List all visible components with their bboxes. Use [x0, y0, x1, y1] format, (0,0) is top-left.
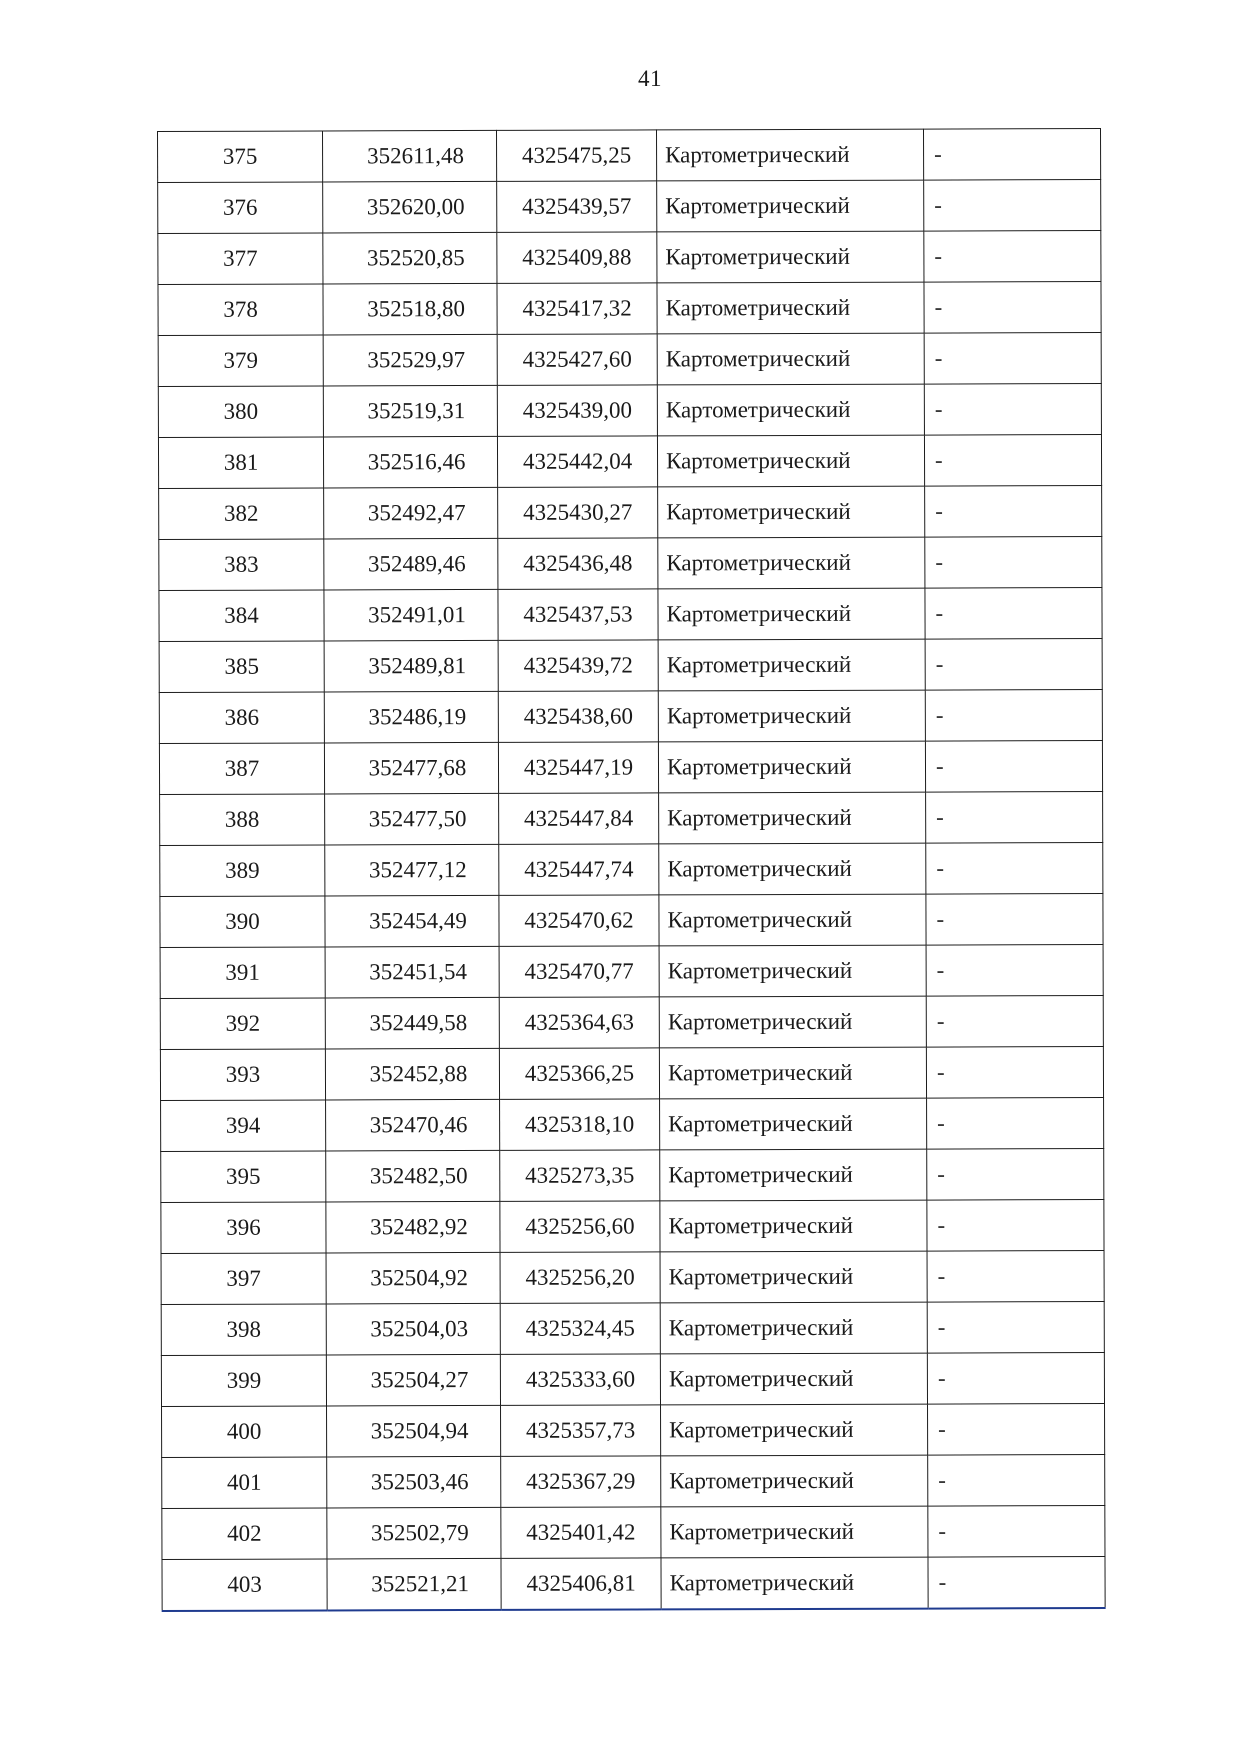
table-row	[162, 1506, 1105, 1560]
x-coordinate: 352504,94	[327, 1405, 501, 1457]
x-coordinate: 352521,21	[327, 1558, 501, 1610]
point-number: 399	[161, 1355, 326, 1407]
determination-method: Картометрический	[659, 945, 926, 997]
table-row	[161, 1353, 1104, 1407]
table-row	[158, 435, 1101, 489]
accuracy-value: -	[925, 690, 1102, 742]
accuracy-value: -	[927, 1353, 1104, 1405]
determination-method: Картометрический	[657, 384, 924, 436]
table-row	[161, 1149, 1104, 1203]
point-number: 391	[160, 947, 325, 999]
table-row	[158, 384, 1101, 438]
y-coordinate: 4325366,25	[499, 1048, 659, 1100]
y-coordinate: 4325475,25	[496, 130, 656, 182]
y-coordinate: 4325437,53	[498, 589, 658, 641]
point-number: 376	[158, 182, 323, 234]
point-number: 386	[159, 692, 324, 744]
accuracy-value: -	[927, 1098, 1104, 1150]
table-row	[159, 588, 1102, 642]
x-coordinate: 352529,97	[323, 334, 497, 386]
x-coordinate: 352491,01	[324, 589, 498, 641]
x-coordinate: 352520,85	[323, 232, 497, 284]
y-coordinate: 4325439,57	[497, 181, 657, 233]
accuracy-value: -	[925, 741, 1102, 793]
accuracy-value: -	[926, 894, 1103, 946]
point-number: 394	[161, 1100, 326, 1152]
determination-method: Картометрический	[659, 792, 926, 844]
y-coordinate: 4325333,60	[500, 1354, 660, 1406]
accuracy-value: -	[926, 996, 1103, 1048]
point-number: 402	[162, 1508, 327, 1560]
point-number: 385	[159, 641, 324, 693]
y-coordinate: 4325447,74	[499, 844, 659, 896]
determination-method: Картометрический	[661, 1455, 928, 1507]
table-row	[159, 690, 1102, 744]
determination-method: Картометрический	[660, 1251, 927, 1303]
x-coordinate: 352504,03	[326, 1303, 500, 1355]
y-coordinate: 4325401,42	[501, 1507, 661, 1559]
point-number: 381	[158, 437, 323, 489]
y-coordinate: 4325438,60	[498, 691, 658, 743]
accuracy-value: -	[927, 1200, 1104, 1252]
accuracy-value: -	[926, 1047, 1103, 1099]
determination-method: Картометрический	[658, 639, 925, 691]
table-row	[158, 129, 1101, 183]
y-coordinate: 4325367,29	[501, 1456, 661, 1508]
point-number: 401	[162, 1457, 327, 1509]
accuracy-value: -	[928, 1557, 1105, 1609]
x-coordinate: 352454,49	[325, 895, 499, 947]
point-number: 389	[160, 845, 325, 897]
point-number: 403	[162, 1559, 327, 1611]
y-coordinate: 4325436,48	[498, 538, 658, 590]
y-coordinate: 4325430,27	[498, 487, 658, 539]
point-number: 387	[159, 743, 324, 795]
y-coordinate: 4325318,10	[500, 1099, 660, 1151]
accuracy-value: -	[927, 1149, 1104, 1201]
determination-method: Картометрический	[661, 1506, 928, 1558]
determination-method: Картометрический	[660, 1098, 927, 1150]
determination-method: Картометрический	[660, 1302, 927, 1354]
table-row	[161, 1302, 1104, 1356]
determination-method: Картометрический	[657, 282, 924, 334]
accuracy-value: -	[926, 843, 1103, 895]
point-number: 400	[162, 1406, 327, 1458]
table-row	[159, 639, 1102, 693]
table-row	[158, 231, 1101, 285]
y-coordinate: 4325470,77	[499, 946, 659, 998]
determination-method: Картометрический	[658, 588, 925, 640]
table-row	[159, 486, 1102, 540]
point-number: 396	[161, 1202, 326, 1254]
point-number: 398	[161, 1304, 326, 1356]
accuracy-value: -	[926, 792, 1103, 844]
table-row	[158, 333, 1101, 387]
x-coordinate: 352519,31	[323, 385, 497, 437]
determination-method: Картометрический	[656, 129, 923, 181]
page-number: 41	[638, 66, 662, 91]
y-coordinate: 4325273,35	[500, 1150, 660, 1202]
point-number: 379	[158, 335, 323, 387]
table-row	[160, 843, 1103, 897]
y-coordinate: 4325442,04	[497, 436, 657, 488]
x-coordinate: 352489,81	[324, 640, 498, 692]
table-row	[162, 1404, 1105, 1458]
y-coordinate: 4325427,60	[497, 334, 657, 386]
determination-method: Картометрический	[659, 1047, 926, 1099]
coordinates-table	[157, 128, 1106, 1612]
y-coordinate: 4325439,00	[497, 385, 657, 437]
x-coordinate: 352504,27	[326, 1354, 500, 1406]
y-coordinate: 4325256,20	[500, 1252, 660, 1304]
x-coordinate: 352620,00	[323, 181, 497, 233]
accuracy-value: -	[926, 945, 1103, 997]
point-number: 384	[159, 590, 324, 642]
table-row	[158, 282, 1101, 336]
y-coordinate: 4325256,60	[500, 1201, 660, 1253]
accuracy-value: -	[928, 1506, 1105, 1558]
point-number: 377	[158, 233, 323, 285]
table-row	[160, 894, 1103, 948]
accuracy-value: -	[928, 1404, 1105, 1456]
table-row	[161, 1098, 1104, 1152]
accuracy-value: -	[924, 333, 1101, 385]
determination-method: Картометрический	[661, 1557, 928, 1609]
table-row	[160, 945, 1103, 999]
table-row	[160, 996, 1103, 1050]
y-coordinate: 4325409,88	[497, 232, 657, 284]
accuracy-value: -	[924, 180, 1101, 232]
determination-method: Картометрический	[658, 486, 925, 538]
table-row	[161, 1251, 1104, 1305]
x-coordinate: 352489,46	[324, 538, 498, 590]
determination-method: Картометрический	[657, 180, 924, 232]
y-coordinate: 4325439,72	[498, 640, 658, 692]
point-number: 375	[158, 131, 323, 183]
accuracy-value: -	[924, 435, 1101, 487]
determination-method: Картометрический	[659, 843, 926, 895]
point-number: 380	[158, 386, 323, 438]
accuracy-value: -	[925, 639, 1102, 691]
point-number: 397	[161, 1253, 326, 1305]
y-coordinate: 4325417,32	[497, 283, 657, 335]
x-coordinate: 352477,50	[325, 793, 499, 845]
y-coordinate: 4325447,84	[499, 793, 659, 845]
x-coordinate: 352451,54	[325, 946, 499, 998]
point-number: 388	[160, 794, 325, 846]
point-number: 393	[160, 1049, 325, 1101]
y-coordinate: 4325406,81	[501, 1558, 661, 1610]
x-coordinate: 352518,80	[323, 283, 497, 335]
table-row	[159, 537, 1102, 591]
x-coordinate: 352477,12	[325, 844, 499, 896]
point-number: 395	[161, 1151, 326, 1203]
accuracy-value: -	[927, 1251, 1104, 1303]
determination-method: Картометрический	[657, 435, 924, 487]
x-coordinate: 352503,46	[327, 1456, 501, 1508]
table-body	[158, 129, 1106, 1611]
x-coordinate: 352477,68	[324, 742, 498, 794]
accuracy-value: -	[924, 231, 1101, 283]
table-row	[162, 1557, 1105, 1611]
point-number: 392	[160, 998, 325, 1050]
determination-method: Картометрический	[658, 690, 925, 742]
point-number: 378	[158, 284, 323, 336]
accuracy-value: -	[925, 588, 1102, 640]
x-coordinate: 352470,46	[326, 1099, 500, 1151]
determination-method: Картометрический	[658, 537, 925, 589]
determination-method: Картометрический	[660, 1200, 927, 1252]
accuracy-value: -	[925, 537, 1102, 589]
point-number: 390	[160, 896, 325, 948]
y-coordinate: 4325470,62	[499, 895, 659, 947]
accuracy-value: -	[927, 1302, 1104, 1354]
x-coordinate: 352482,92	[326, 1201, 500, 1253]
y-coordinate: 4325324,45	[500, 1303, 660, 1355]
point-number: 383	[159, 539, 324, 591]
accuracy-value: -	[928, 1455, 1105, 1507]
table-row	[159, 741, 1102, 795]
x-coordinate: 352516,46	[323, 436, 497, 488]
x-coordinate: 352482,50	[326, 1150, 500, 1202]
table-row	[161, 1200, 1104, 1254]
x-coordinate: 352452,88	[325, 1048, 499, 1100]
y-coordinate: 4325447,19	[498, 742, 658, 794]
accuracy-value: -	[923, 129, 1100, 181]
determination-method: Картометрический	[657, 333, 924, 385]
table-row	[162, 1455, 1105, 1509]
x-coordinate: 352611,48	[323, 130, 497, 182]
x-coordinate: 352492,47	[324, 487, 498, 539]
point-number: 382	[159, 488, 324, 540]
determination-method: Картометрический	[657, 231, 924, 283]
table-row	[160, 1047, 1103, 1101]
x-coordinate: 352486,19	[324, 691, 498, 743]
determination-method: Картометрический	[659, 894, 926, 946]
x-coordinate: 352502,79	[327, 1507, 501, 1559]
table-row	[160, 792, 1103, 846]
determination-method: Картометрический	[660, 1149, 927, 1201]
y-coordinate: 4325364,63	[499, 997, 659, 1049]
accuracy-value: -	[924, 282, 1101, 334]
determination-method: Картометрический	[661, 1404, 928, 1456]
table-row	[158, 180, 1101, 234]
x-coordinate: 352504,92	[326, 1252, 500, 1304]
determination-method: Картометрический	[660, 1353, 927, 1405]
x-coordinate: 352449,58	[325, 997, 499, 1049]
y-coordinate: 4325357,73	[501, 1405, 661, 1457]
determination-method: Картометрический	[659, 996, 926, 1048]
determination-method: Картометрический	[658, 741, 925, 793]
accuracy-value: -	[925, 486, 1102, 538]
accuracy-value: -	[924, 384, 1101, 436]
